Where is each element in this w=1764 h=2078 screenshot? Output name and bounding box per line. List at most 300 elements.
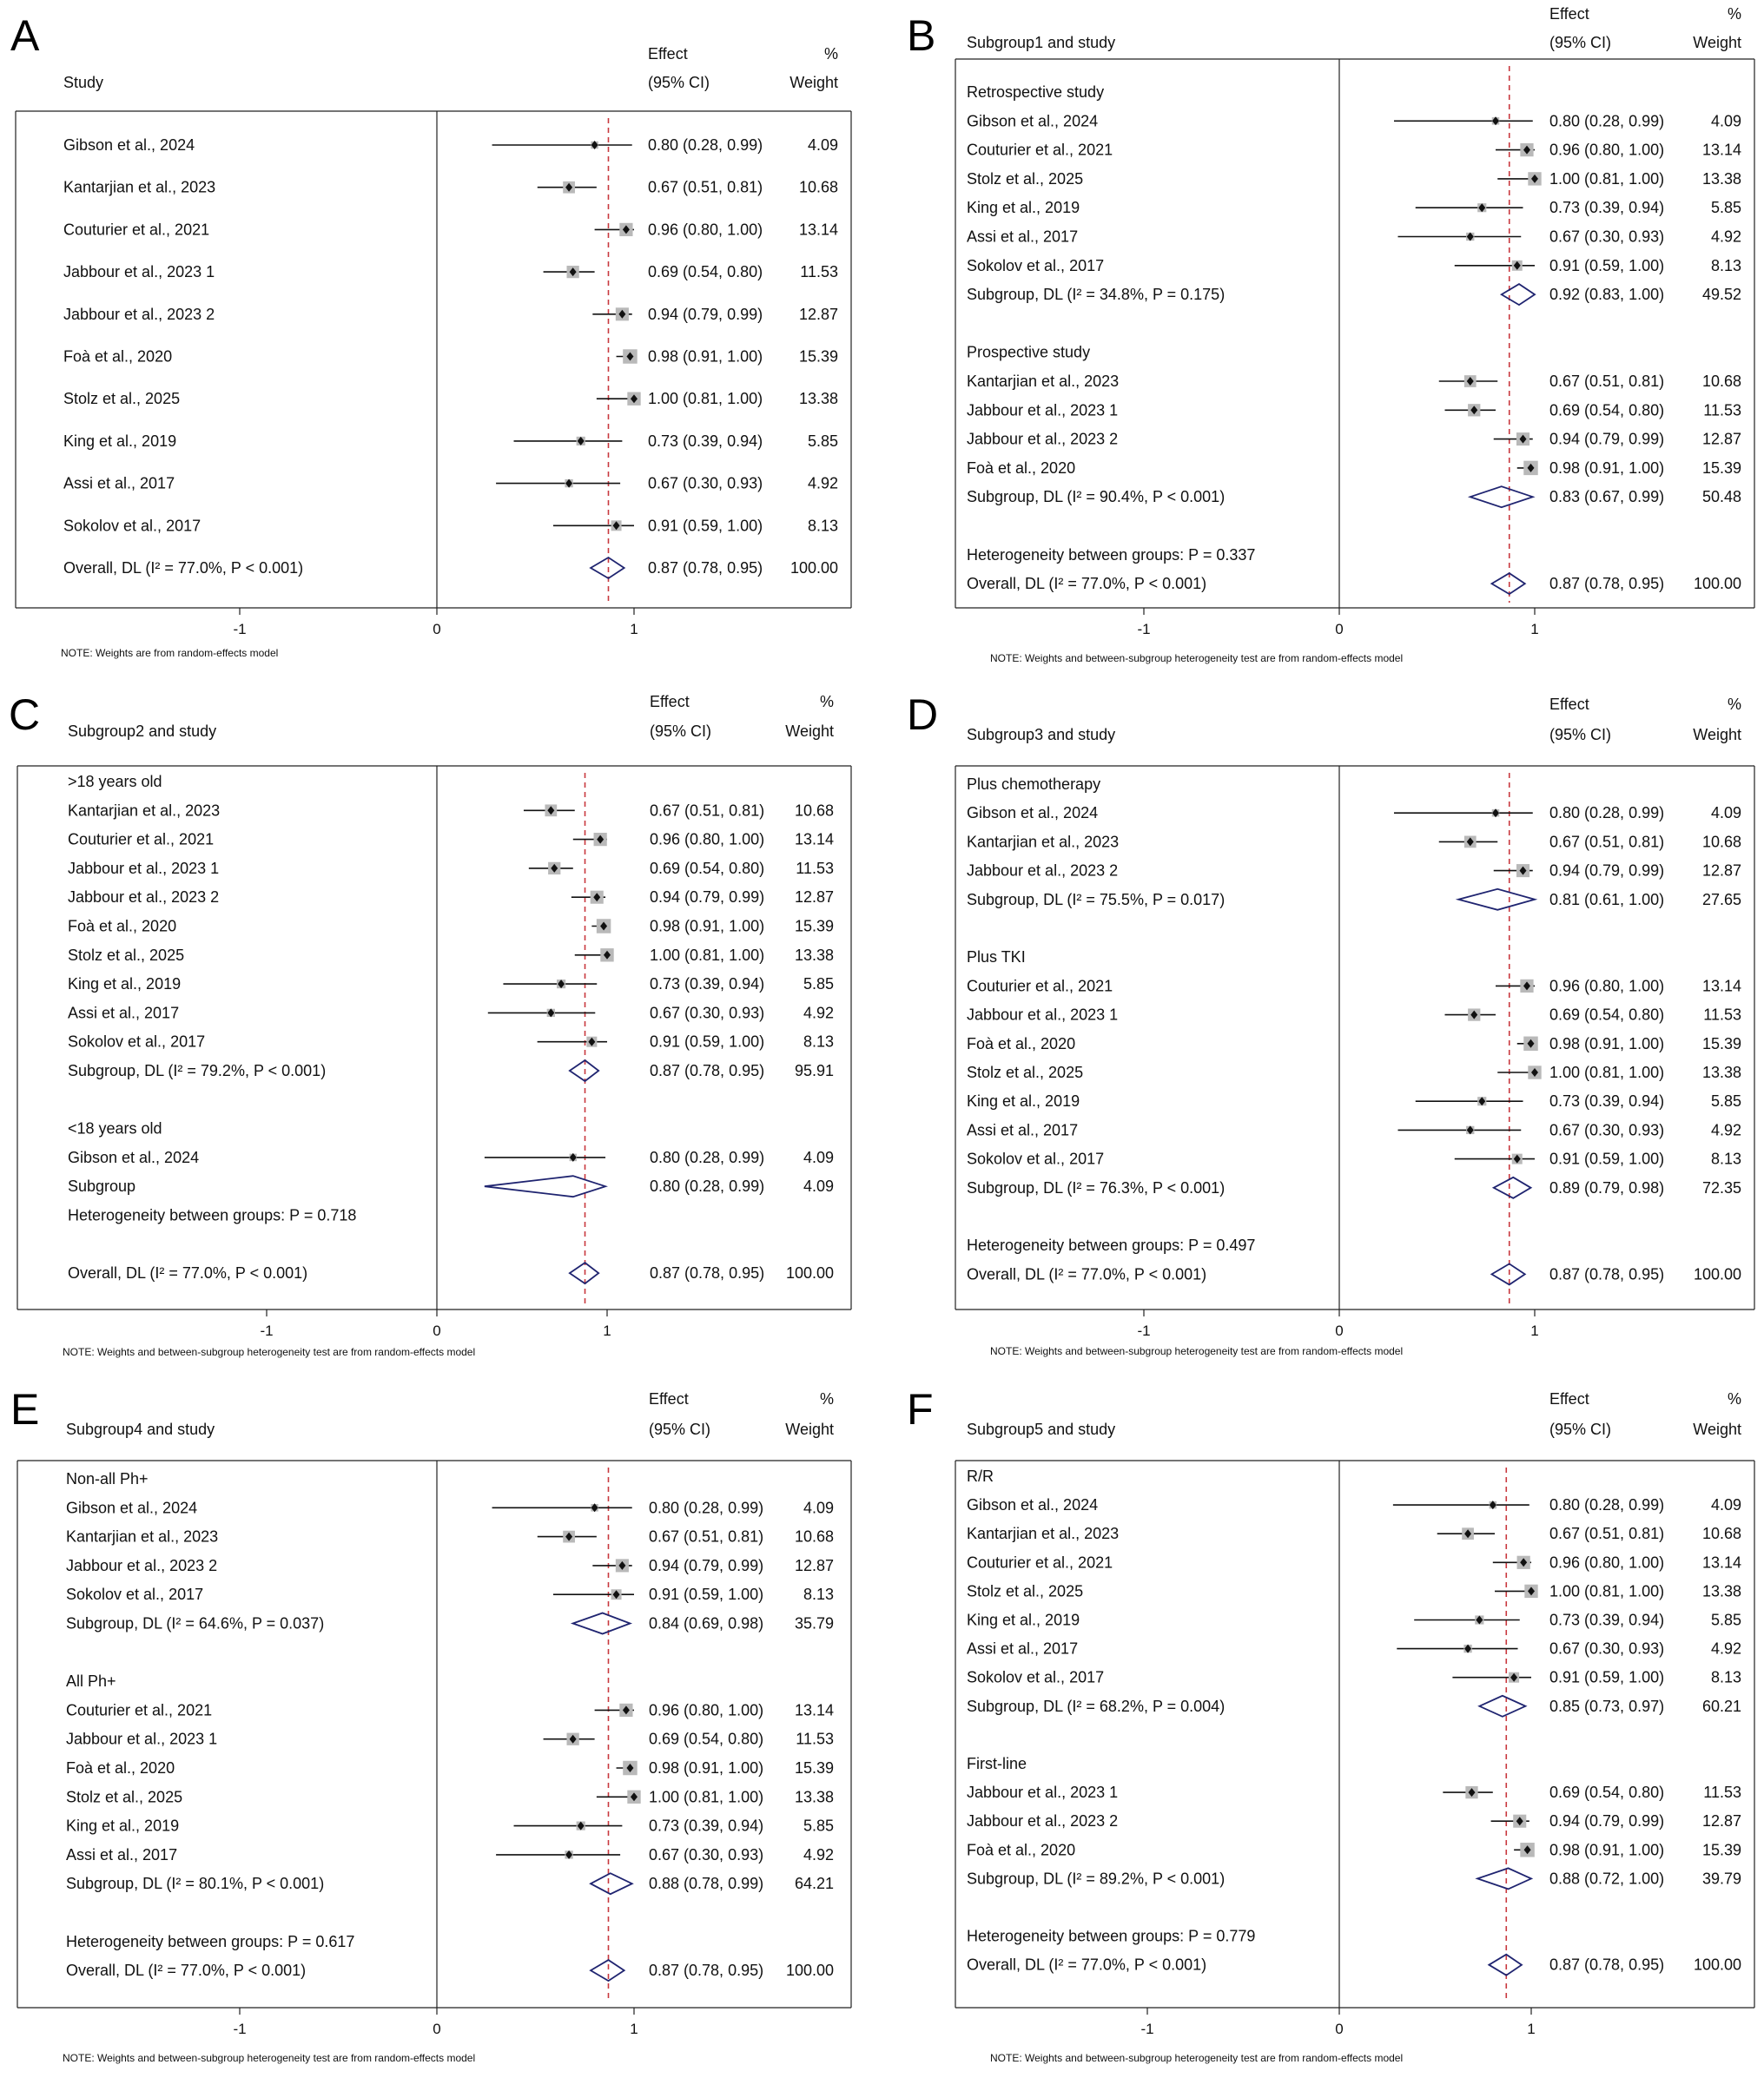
effect-ci-value: 0.94 (0.79, 0.99) — [649, 1556, 764, 1574]
x-tick-label: 1 — [630, 621, 638, 637]
effect-ci-value: 0.69 (0.54, 0.80) — [1549, 401, 1665, 419]
x-tick-label: 1 — [1527, 2021, 1536, 2037]
subgroup-diamond — [485, 1176, 605, 1197]
overall-diamond — [591, 1960, 624, 1981]
weight-value: 11.53 — [1703, 1784, 1741, 1802]
panel-label: E — [10, 1385, 40, 1434]
effect-ci-value: 0.87 (0.78, 0.95) — [1549, 1265, 1665, 1283]
weight-value: 4.09 — [1710, 804, 1741, 822]
effect-ci-value: 0.88 (0.78, 0.99) — [649, 1875, 764, 1893]
panel-label: F — [907, 1385, 934, 1434]
x-tick-label: 0 — [1335, 621, 1344, 637]
ci-header: (95% CI) — [1549, 34, 1612, 51]
effect-ci-value: 1.00 (0.81, 1.00) — [649, 1788, 764, 1806]
study-label: Sokolov et al., 2017 — [63, 517, 202, 535]
weight-value: 11.53 — [800, 263, 838, 281]
model-note: NOTE: Weights and between-subgroup heterogeneity test are from random-effects model — [990, 1345, 1404, 1357]
effect-ci-value: 0.94 (0.79, 0.99) — [650, 888, 765, 907]
study-label: Jabbour et al., 2023 1 — [967, 1006, 1119, 1024]
forest-plot-panel-a — [0, 0, 882, 686]
percent-header: % — [823, 45, 838, 63]
weight-header: Weight — [1693, 34, 1741, 51]
weight-value: 95.91 — [794, 1062, 834, 1079]
weight-value: 100.00 — [785, 1962, 834, 1980]
study-label: Kantarjian et al., 2023 — [967, 1525, 1120, 1543]
subgroup-label: Subgroup, DL (I² = 34.8%, P = 0.175) — [967, 286, 1226, 304]
subgroup-header: <18 years old — [68, 1119, 162, 1138]
subgroup-header: >18 years old — [68, 773, 162, 790]
weight-value: 8.13 — [807, 517, 838, 535]
weight-value: 13.14 — [794, 830, 834, 848]
effect-ci-value: 0.67 (0.30, 0.93) — [1549, 1121, 1665, 1139]
weight-value: 15.39 — [1701, 1841, 1741, 1859]
effect-ci-value: 0.69 (0.54, 0.80) — [1549, 1784, 1665, 1802]
study-label: Couturier et al., 2021 — [967, 141, 1113, 159]
study-label: Sokolov et al., 2017 — [967, 1150, 1105, 1168]
study-label: King et al., 2019 — [967, 199, 1080, 217]
effect-ci-value: 0.87 (0.78, 0.95) — [650, 1062, 765, 1079]
weight-value: 64.21 — [794, 1875, 834, 1893]
study-label: Assi et al., 2017 — [967, 1639, 1079, 1658]
effect-ci-value: 0.92 (0.83, 1.00) — [1549, 286, 1665, 304]
effect-header: Effect — [650, 693, 690, 710]
weight-value: 100.00 — [1693, 1956, 1741, 1974]
weight-value: 4.09 — [1710, 112, 1741, 130]
effect-ci-value: 0.83 (0.67, 0.99) — [1549, 488, 1665, 506]
effect-ci-value: 0.84 (0.69, 0.98) — [649, 1614, 764, 1633]
weight-value: 8.13 — [803, 1032, 834, 1051]
weight-value: 100.00 — [790, 559, 838, 577]
study-column-header: Subgroup3 and study — [967, 726, 1116, 743]
percent-header: % — [1727, 696, 1741, 713]
weight-value: 8.13 — [1710, 256, 1741, 274]
study-label: Sokolov et al., 2017 — [66, 1586, 204, 1604]
effect-ci-value: 0.87 (0.78, 0.95) — [649, 1962, 764, 1980]
heterogeneity-note: Heterogeneity between groups: P = 0.779 — [967, 1927, 1256, 1945]
effect-ci-value: 0.67 (0.51, 0.81) — [1549, 1525, 1665, 1543]
weight-header: Weight — [1693, 726, 1741, 743]
x-tick-label: 0 — [1335, 1323, 1344, 1339]
study-label: Sokolov et al., 2017 — [68, 1032, 206, 1051]
study-label: Foà et al., 2020 — [967, 1034, 1076, 1052]
overall-label: Overall, DL (I² = 77.0%, P < 0.001) — [63, 559, 304, 577]
overall-diamond — [570, 1263, 598, 1283]
effect-ci-value: 0.89 (0.79, 0.98) — [1549, 1178, 1665, 1197]
weight-value: 4.92 — [803, 1004, 834, 1022]
weight-value: 11.53 — [1703, 401, 1741, 419]
effect-ci-value: 0.94 (0.79, 0.99) — [1549, 430, 1665, 448]
x-tick-label: -1 — [1137, 1323, 1151, 1339]
effect-ci-value: 0.91 (0.59, 1.00) — [648, 517, 763, 535]
weight-value: 5.85 — [803, 1817, 834, 1835]
effect-header: Effect — [1549, 5, 1589, 23]
subgroup-header: Retrospective study — [967, 83, 1105, 101]
x-tick-label: 0 — [1335, 2021, 1344, 2037]
effect-ci-value: 0.96 (0.80, 1.00) — [1549, 1554, 1665, 1572]
weight-value: 4.09 — [803, 1148, 834, 1166]
weight-value: 5.85 — [803, 975, 834, 993]
weight-value: 13.14 — [1701, 977, 1741, 995]
effect-ci-value: 0.67 (0.30, 0.93) — [1549, 1639, 1665, 1658]
subgroup-header: First-line — [967, 1755, 1027, 1772]
study-label: King et al., 2019 — [967, 1611, 1080, 1629]
study-label: Stolz et al., 2025 — [63, 390, 181, 408]
subgroup-diamond — [1458, 889, 1535, 910]
weight-value: 12.87 — [1701, 1812, 1741, 1831]
effect-ci-value: 0.87 (0.78, 0.95) — [650, 1264, 765, 1283]
effect-ci-value: 0.67 (0.51, 0.81) — [649, 1527, 764, 1546]
overall-label: Overall, DL (I² = 77.0%, P < 0.001) — [967, 575, 1207, 593]
subgroup-diamond — [573, 1613, 631, 1634]
effect-ci-value: 0.98 (0.91, 1.00) — [1549, 1841, 1665, 1859]
weight-value: 100.00 — [785, 1264, 834, 1283]
study-label: Gibson et al., 2024 — [68, 1148, 200, 1166]
study-label: Couturier et al., 2021 — [967, 1554, 1113, 1572]
weight-value: 5.85 — [1710, 1092, 1741, 1111]
weight-value: 5.85 — [1710, 199, 1741, 217]
panel-label: B — [907, 11, 936, 60]
study-label: Foà et al., 2020 — [68, 917, 177, 935]
effect-ci-value: 0.80 (0.28, 0.99) — [648, 136, 763, 154]
weight-value: 12.87 — [794, 888, 834, 907]
effect-header: Effect — [649, 1390, 689, 1408]
weight-value: 4.09 — [803, 1499, 834, 1517]
subgroup-diamond — [1470, 486, 1533, 507]
study-label: Couturier et al., 2021 — [68, 830, 215, 848]
study-label: Jabbour et al., 2023 1 — [63, 263, 215, 281]
subgroup-label: Subgroup, DL (I² = 90.4%, P < 0.001) — [967, 488, 1226, 506]
weight-value: 12.87 — [798, 305, 838, 323]
panel-label: D — [907, 690, 939, 739]
x-tick-label: -1 — [233, 2021, 247, 2037]
effect-ci-value: 0.87 (0.78, 0.95) — [648, 559, 763, 577]
weight-header: Weight — [785, 1421, 834, 1438]
study-label: King et al., 2019 — [967, 1092, 1080, 1111]
subgroup-label: Subgroup, DL (I² = 68.2%, P = 0.004) — [967, 1697, 1226, 1715]
study-label: Sokolov et al., 2017 — [967, 256, 1105, 274]
model-note: NOTE: Weights and between-subgroup heterogeneity test are from random-effects model — [63, 1346, 476, 1358]
weight-value: 4.92 — [807, 474, 838, 492]
subgroup-diamond — [570, 1060, 598, 1081]
weight-header: Weight — [785, 722, 834, 740]
weight-value: 4.92 — [1710, 1121, 1741, 1139]
forest-plot-panel-f — [895, 1381, 1763, 2075]
x-tick-label: -1 — [1137, 621, 1151, 637]
subgroup-label: Subgroup, DL (I² = 75.5%, P = 0.017) — [967, 890, 1226, 908]
percent-header: % — [1727, 5, 1741, 23]
subgroup-diamond — [1502, 284, 1535, 305]
x-tick-label: 0 — [433, 2021, 441, 2037]
percent-header: % — [819, 1390, 834, 1408]
weight-value: 15.39 — [1701, 458, 1741, 477]
forest-plot-panel-b — [895, 0, 1763, 686]
effect-ci-value: 0.94 (0.79, 0.99) — [1549, 1812, 1665, 1831]
effect-ci-value: 0.98 (0.91, 1.00) — [1549, 1034, 1665, 1052]
weight-value: 10.68 — [1701, 833, 1741, 851]
x-tick-label: -1 — [260, 1323, 274, 1339]
study-column-header: Subgroup1 and study — [967, 34, 1116, 51]
effect-ci-value: 0.96 (0.80, 1.00) — [1549, 977, 1665, 995]
effect-ci-value: 0.81 (0.61, 1.00) — [1549, 890, 1665, 908]
study-label: Stolz et al., 2025 — [967, 169, 1084, 188]
effect-ci-value: 0.88 (0.72, 1.00) — [1549, 1870, 1665, 1888]
weight-value: 13.38 — [794, 1788, 834, 1806]
subgroup-header: Plus TKI — [967, 948, 1026, 966]
study-label: King et al., 2019 — [63, 432, 177, 450]
study-label: Stolz et al., 2025 — [967, 1582, 1084, 1600]
study-label: Couturier et al., 2021 — [63, 221, 210, 239]
study-label: Sokolov et al., 2017 — [967, 1668, 1105, 1686]
weight-value: 11.53 — [1703, 1006, 1741, 1024]
study-label: Kantarjian et al., 2023 — [63, 178, 216, 196]
effect-ci-value: 0.87 (0.78, 0.95) — [1549, 1956, 1665, 1974]
weight-value: 60.21 — [1701, 1697, 1741, 1715]
weight-value: 15.39 — [1701, 1034, 1741, 1052]
x-tick-label: 0 — [433, 1323, 441, 1339]
x-tick-label: -1 — [1140, 2021, 1154, 2037]
effect-ci-value: 0.85 (0.73, 0.97) — [1549, 1697, 1665, 1715]
overall-diamond — [591, 557, 624, 578]
percent-header: % — [819, 693, 834, 710]
panel-label: C — [9, 690, 41, 739]
study-label: Assi et al., 2017 — [63, 474, 175, 492]
effect-ci-value: 0.94 (0.79, 0.99) — [1549, 861, 1665, 880]
overall-diamond — [1489, 1955, 1522, 1976]
model-note: NOTE: Weights and between-subgroup heterogeneity test are from random-effects model — [990, 652, 1404, 664]
weight-value: 8.13 — [803, 1586, 834, 1604]
heterogeneity-note: Heterogeneity between groups: P = 0.337 — [967, 545, 1256, 564]
study-column-header: Study — [63, 74, 104, 91]
weight-value: 13.14 — [798, 221, 838, 239]
study-label: Kantarjian et al., 2023 — [967, 373, 1120, 390]
weight-value: 10.68 — [794, 802, 834, 820]
weight-value: 10.68 — [1701, 1525, 1741, 1543]
study-label: King et al., 2019 — [66, 1817, 180, 1835]
weight-value: 50.48 — [1701, 488, 1741, 506]
effect-ci-value: 1.00 (0.81, 1.00) — [1549, 1064, 1665, 1081]
subgroup-label: Subgroup, DL (I² = 79.2%, P < 0.001) — [68, 1062, 327, 1079]
effect-ci-value: 0.67 (0.30, 0.93) — [650, 1004, 765, 1022]
study-label: Assi et al., 2017 — [967, 1121, 1079, 1139]
study-label: Jabbour et al., 2023 2 — [967, 430, 1119, 448]
weight-value: 72.35 — [1701, 1178, 1741, 1197]
effect-header: Effect — [1549, 1390, 1589, 1408]
study-label: Assi et al., 2017 — [967, 228, 1079, 246]
effect-ci-value: 0.67 (0.51, 0.81) — [1549, 833, 1665, 851]
effect-ci-value: 0.73 (0.39, 0.94) — [650, 975, 765, 993]
effect-ci-value: 1.00 (0.81, 1.00) — [1549, 1582, 1665, 1600]
study-label: Gibson et al., 2024 — [967, 112, 1099, 130]
heterogeneity-note: Heterogeneity between groups: P = 0.617 — [66, 1932, 355, 1950]
effect-ci-value: 0.98 (0.91, 1.00) — [1549, 458, 1665, 477]
study-label: Jabbour et al., 2023 2 — [967, 1812, 1119, 1831]
effect-ci-value: 1.00 (0.81, 1.00) — [650, 946, 765, 964]
effect-ci-value: 0.73 (0.39, 0.94) — [1549, 1611, 1665, 1629]
study-label: Jabbour et al., 2023 1 — [66, 1730, 218, 1748]
study-column-header: Subgroup4 and study — [66, 1421, 215, 1438]
model-note: NOTE: Weights and between-subgroup heterogeneity test are from random-effects model — [63, 2052, 476, 2064]
effect-ci-value: 0.67 (0.30, 0.93) — [648, 474, 763, 492]
effect-ci-value: 0.96 (0.80, 1.00) — [1549, 141, 1665, 159]
study-label: Assi et al., 2017 — [68, 1004, 180, 1022]
weight-value: 100.00 — [1693, 575, 1741, 593]
effect-ci-value: 0.73 (0.39, 0.94) — [1549, 1092, 1665, 1111]
effect-ci-value: 0.73 (0.39, 0.94) — [1549, 199, 1665, 217]
study-label: Jabbour et al., 2023 1 — [967, 401, 1119, 419]
weight-value: 10.68 — [1701, 373, 1741, 390]
effect-header: Effect — [648, 45, 688, 63]
weight-value: 39.79 — [1701, 1870, 1741, 1888]
study-label: Jabbour et al., 2023 2 — [967, 861, 1119, 880]
effect-ci-value: 0.91 (0.59, 1.00) — [1549, 1668, 1665, 1686]
x-tick-label: 1 — [1530, 1323, 1539, 1339]
percent-header: % — [1727, 1390, 1741, 1408]
study-label: Assi et al., 2017 — [66, 1845, 178, 1864]
weight-value: 15.39 — [794, 1759, 834, 1777]
weight-value: 5.85 — [807, 432, 838, 450]
weight-value: 4.92 — [803, 1845, 834, 1864]
study-label: Jabbour et al., 2023 1 — [68, 859, 220, 877]
x-tick-label: 1 — [1530, 621, 1539, 637]
effect-ci-value: 0.67 (0.51, 0.81) — [650, 802, 765, 820]
weight-header: Weight — [1693, 1421, 1741, 1438]
subgroup-label: Subgroup, DL (I² = 64.6%, P = 0.037) — [66, 1614, 325, 1633]
effect-ci-value: 0.96 (0.80, 1.00) — [649, 1701, 764, 1719]
study-label: Foà et al., 2020 — [967, 458, 1076, 477]
subgroup-diamond — [591, 1873, 632, 1894]
weight-value: 4.09 — [807, 136, 838, 154]
study-label: Stolz et al., 2025 — [68, 946, 185, 964]
study-column-header: Subgroup5 and study — [967, 1421, 1116, 1438]
weight-value: 10.68 — [794, 1527, 834, 1546]
weight-value: 27.65 — [1701, 890, 1741, 908]
x-tick-label: 0 — [433, 621, 441, 637]
study-label: Jabbour et al., 2023 1 — [967, 1784, 1119, 1802]
heterogeneity-note: Heterogeneity between groups: P = 0.497 — [967, 1237, 1256, 1255]
study-label: Jabbour et al., 2023 2 — [63, 305, 215, 323]
effect-ci-value: 0.69 (0.54, 0.80) — [1549, 1006, 1665, 1024]
study-label: Foà et al., 2020 — [967, 1841, 1076, 1859]
subgroup-label: Subgroup — [68, 1178, 136, 1196]
study-label: Couturier et al., 2021 — [66, 1701, 213, 1719]
effect-header: Effect — [1549, 696, 1589, 713]
effect-ci-value: 0.91 (0.59, 1.00) — [649, 1586, 764, 1604]
weight-value: 49.52 — [1701, 286, 1741, 304]
weight-value: 5.85 — [1710, 1611, 1741, 1629]
study-label: Gibson et al., 2024 — [967, 1496, 1099, 1514]
effect-ci-value: 0.87 (0.78, 0.95) — [1549, 575, 1665, 593]
effect-ci-value: 0.80 (0.28, 0.99) — [650, 1178, 765, 1196]
effect-ci-value: 0.67 (0.30, 0.93) — [1549, 228, 1665, 246]
study-label: Foà et al., 2020 — [66, 1759, 175, 1777]
weight-value: 11.53 — [796, 859, 834, 877]
subgroup-header: R/R — [967, 1468, 994, 1485]
effect-ci-value: 0.91 (0.59, 1.00) — [650, 1032, 765, 1051]
forest-plot-panel-e — [0, 1381, 882, 2075]
effect-ci-value: 0.80 (0.28, 0.99) — [649, 1499, 764, 1517]
subgroup-label: Subgroup, DL (I² = 76.3%, P < 0.001) — [967, 1178, 1226, 1197]
overall-diamond — [1492, 1263, 1525, 1284]
weight-value: 8.13 — [1710, 1668, 1741, 1686]
weight-value: 13.14 — [1701, 141, 1741, 159]
effect-ci-value: 0.67 (0.51, 0.81) — [648, 178, 763, 196]
panel-label: A — [10, 11, 40, 60]
ci-header: (95% CI) — [650, 722, 712, 740]
weight-value: 15.39 — [794, 917, 834, 935]
weight-value: 35.79 — [794, 1614, 834, 1633]
weight-value: 13.38 — [798, 390, 838, 408]
effect-ci-value: 0.98 (0.91, 1.00) — [648, 347, 763, 366]
model-note: NOTE: Weights and between-subgroup heterogeneity test are from random-effects model — [990, 2052, 1404, 2064]
forest-plot-panel-d — [895, 686, 1763, 1381]
weight-value: 13.14 — [794, 1701, 834, 1719]
effect-ci-value: 0.80 (0.28, 0.99) — [1549, 804, 1665, 822]
weight-value: 11.53 — [796, 1730, 834, 1748]
effect-ci-value: 0.73 (0.39, 0.94) — [649, 1817, 764, 1835]
ci-header: (95% CI) — [649, 1421, 711, 1438]
study-label: Gibson et al., 2024 — [967, 804, 1099, 822]
effect-ci-value: 0.80 (0.28, 0.99) — [1549, 1496, 1665, 1514]
ci-header: (95% CI) — [1549, 726, 1612, 743]
x-tick-label: -1 — [233, 621, 247, 637]
ci-header: (95% CI) — [1549, 1421, 1612, 1438]
effect-ci-value: 0.67 (0.51, 0.81) — [1549, 373, 1665, 390]
study-column-header: Subgroup2 and study — [68, 722, 217, 740]
subgroup-header: Plus chemotherapy — [967, 775, 1101, 793]
weight-value: 100.00 — [1693, 1265, 1741, 1283]
study-label: Gibson et al., 2024 — [66, 1499, 198, 1517]
weight-value: 4.09 — [1710, 1496, 1741, 1514]
weight-value: 15.39 — [798, 347, 838, 366]
study-label: Gibson et al., 2024 — [63, 136, 195, 154]
effect-ci-value: 0.96 (0.80, 1.00) — [648, 221, 763, 239]
effect-ci-value: 0.80 (0.28, 0.99) — [1549, 112, 1665, 130]
weight-value: 4.92 — [1710, 228, 1741, 246]
study-label: Jabbour et al., 2023 2 — [68, 888, 220, 907]
weight-value: 13.38 — [794, 946, 834, 964]
effect-ci-value: 0.94 (0.79, 0.99) — [648, 305, 763, 323]
effect-ci-value: 0.91 (0.59, 1.00) — [1549, 256, 1665, 274]
effect-ci-value: 0.98 (0.91, 1.00) — [649, 1759, 764, 1777]
effect-ci-value: 0.98 (0.91, 1.00) — [650, 917, 765, 935]
weight-value: 4.09 — [803, 1178, 834, 1196]
weight-value: 13.38 — [1701, 1582, 1741, 1600]
effect-ci-value: 1.00 (0.81, 1.00) — [1549, 169, 1665, 188]
overall-diamond — [1492, 573, 1525, 594]
subgroup-header: Prospective study — [967, 343, 1091, 361]
study-label: Foà et al., 2020 — [63, 347, 173, 366]
subgroup-diamond — [1479, 1696, 1525, 1717]
subgroup-diamond — [1477, 1868, 1531, 1889]
effect-ci-value: 0.91 (0.59, 1.00) — [1549, 1150, 1665, 1168]
effect-ci-value: 0.96 (0.80, 1.00) — [650, 830, 765, 848]
x-tick-label: 1 — [630, 2021, 638, 2037]
overall-label: Overall, DL (I² = 77.0%, P < 0.001) — [967, 1956, 1207, 1974]
weight-value: 13.38 — [1701, 1064, 1741, 1081]
weight-value: 4.92 — [1710, 1639, 1741, 1658]
effect-ci-value: 0.69 (0.54, 0.80) — [650, 859, 765, 877]
study-label: Jabbour et al., 2023 2 — [66, 1556, 218, 1574]
heterogeneity-note: Heterogeneity between groups: P = 0.718 — [68, 1206, 357, 1224]
ci-header: (95% CI) — [648, 74, 710, 91]
weight-value: 12.87 — [794, 1556, 834, 1574]
effect-ci-value: 0.67 (0.30, 0.93) — [649, 1845, 764, 1864]
weight-value: 13.14 — [1701, 1554, 1741, 1572]
effect-ci-value: 0.69 (0.54, 0.80) — [649, 1730, 764, 1748]
subgroup-header: All Ph+ — [66, 1672, 116, 1691]
effect-ci-value: 0.73 (0.39, 0.94) — [648, 432, 763, 450]
subgroup-label: Subgroup, DL (I² = 80.1%, P < 0.001) — [66, 1875, 325, 1893]
